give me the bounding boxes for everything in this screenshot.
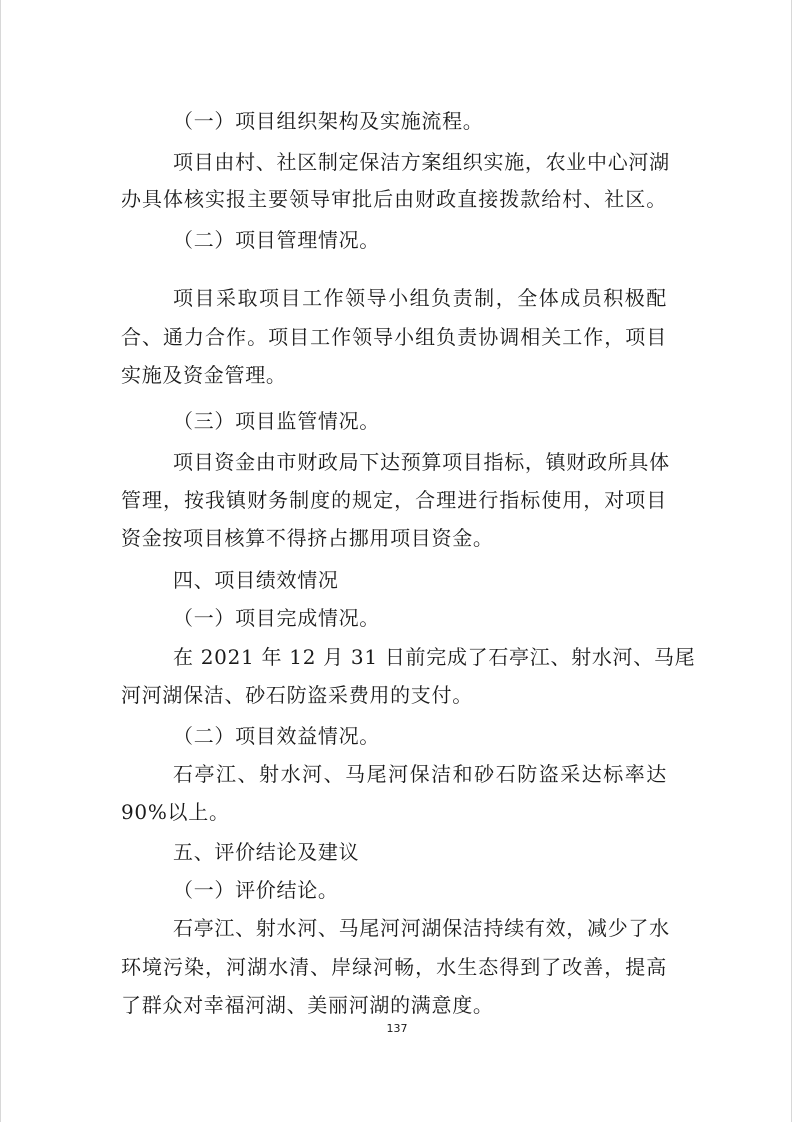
paragraph-line: 项目采取项目工作领导小组负责制，全体成员积极配 <box>173 286 667 310</box>
subheading-org-structure: （一）项目组织架构及实施流程。 <box>173 109 484 133</box>
paragraph-line: 项目由村、社区制定保洁方案组织实施，农业中心河湖 <box>173 150 670 174</box>
paragraph-line: 实施及资金管理。 <box>121 363 287 387</box>
paragraph-line: 在 2021 年 12 月 31 日前完成了石亭江、射水河、马尾 <box>173 645 696 669</box>
section-heading-performance: 四、项目绩效情况 <box>173 568 339 592</box>
paragraph-line: 项目资金由市财政局下达预算项目指标，镇财政所具体 <box>173 450 670 474</box>
paragraph-line: 河河湖保洁、砂石防盗采费用的支付。 <box>121 683 473 707</box>
paragraph-line: 了群众对幸福河湖、美丽河湖的满意度。 <box>121 993 494 1017</box>
subheading-management: （二）项目管理情况。 <box>173 228 380 252</box>
paragraph-line: 资金按项目核算不得挤占挪用项目资金。 <box>121 526 494 550</box>
subheading-supervision: （三）项目监管情况。 <box>173 409 380 433</box>
paragraph-line: 石亭江、射水河、马尾河保洁和砂石防盗采达标率达 <box>173 762 667 786</box>
paragraph-line: 管理，按我镇财务制度的规定，合理进行指标使用，对项目 <box>121 488 667 512</box>
subheading-benefits: （二）项目效益情况。 <box>173 724 380 748</box>
paragraph-line: 办具体核实报主要领导审批后由财政直接拨款给村、社区。 <box>121 187 667 211</box>
paragraph-line: 石亭江、射水河、马尾河河湖保洁持续有效，减少了水 <box>173 916 670 940</box>
section-heading-conclusion: 五、评价结论及建议 <box>173 840 360 864</box>
subheading-completion: （一）项目完成情况。 <box>173 606 380 630</box>
paragraph-line: 90%以上。 <box>121 800 230 824</box>
paragraph-line: 环境污染，河湖水清、岸绿河畅，水生态得到了改善，提高 <box>121 955 667 979</box>
paragraph-line: 合、通力合作。项目工作领导小组负责协调相关工作，项目 <box>121 325 667 349</box>
subheading-evaluation: （一）评价结论。 <box>173 878 339 902</box>
page-number: 137 <box>386 1022 408 1035</box>
